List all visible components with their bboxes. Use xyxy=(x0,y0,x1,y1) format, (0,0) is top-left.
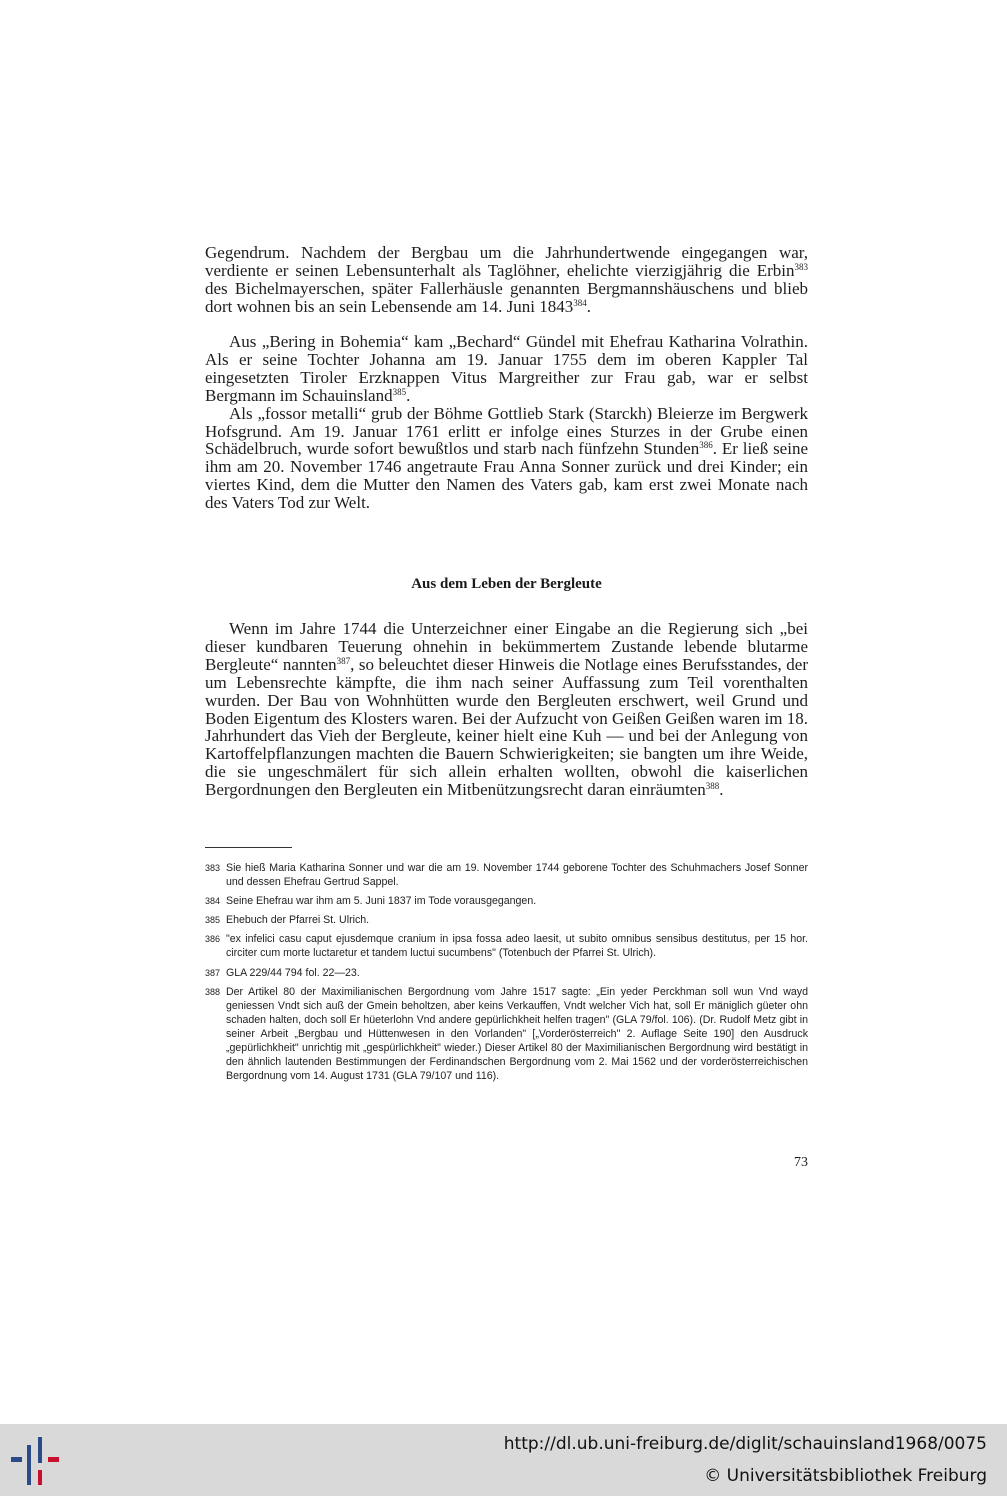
paragraph-text: . xyxy=(719,780,724,800)
footnote-text: Der Artikel 80 der Maximilianischen Bergordnung vom Jahre 1517 sagte: „Ein yeder Perckhman soll wun Vnd wayd geniessen Vndt sich auß der Gmein beholtzen, aber keins Verkauffen, Vndt welcher Vich hat, soll Er mäniglich güeter ohn schaden halten, doch soll Er hüeterlohn Vnd andere gepürlichkheit helfen tragen" (GLA 79/fol. 106). (Dr. Rudolf Metz gibt in seiner Arbeit „Bergbau und Hüttenwesen in den Vorlanden" [„Vorderösterreich" 2. Auflage Seite 190] den Ausdruck „gepürlichkheit" unrichtig mit „gespürlichkheit" wieder.) Dieser Artikel 80 der Maximilianischen Bergordnung wird bestätigt in den ähnlich lautenden Bestimmungen der Ferdinandschen Bergordnung vom 2. Mai 1562 und der vorderösterreichischen Bergordnung vom 14. August 1731 (GLA 79/107 und 116). xyxy=(226,985,808,1083)
footnote-text: Sie hieß Maria Katharina Sonner und war die am 19. November 1744 geborene Tochter des Schuhmachers Josef Sonner und dessen Ehefrau Gertrud Sappel. xyxy=(226,862,808,889)
footnote-number: 387 xyxy=(205,967,221,978)
page-number: 73 xyxy=(794,1155,808,1170)
footnote xyxy=(205,913,808,927)
footnote xyxy=(205,966,808,980)
paragraph-text: , so beleuchtet dieser Hinweis die Notlage eines Berufsstandes, der um Lebensrechte kämpfte, die ihm nach seiner Auffassung zum Teil vorenthalten wurden. Der Bau von Wohnhütten wurde den Bergleuten erschwert, weil Grund und Boden Eigentum des Klosters waren. Bei der Aufzucht von Geißen Geißen waren im 18. Jahrhundert das Vieh der Bergleute, keiner hielt eine Kuh — und bei der Anlegung von Kartoffelpflanzungen machten die Bauern Schwierigkeiten; sie bangten um ihre Weide, die sie ungeschmälert für sich allein erhalten wollten, obwohl die kaiserlichen Bergordnungen den Bergleuten ein Mitbenützungsrecht daran einräumten xyxy=(205,654,808,800)
footnote-number: 383 xyxy=(205,863,221,873)
paragraph-text: Wenn im Jahre 1744 die Unterzeichner einer Eingabe an die Regierung sich „bei dieser kundbaren Teuerung ohnehin in bekümmertem Zustande lebende blutarme Bergleute“ nannten xyxy=(205,619,808,674)
footnote-divider xyxy=(205,847,292,848)
footnote xyxy=(205,894,808,908)
library-logo-icon xyxy=(10,1436,64,1486)
footer-bar xyxy=(0,1424,1007,1496)
footnote-text: "ex infelici casu caput ejusdemque cranium in ipsa fossa adeo laesit, ut subito omnibus sensibus destitutus, per 15 hor. circiter cum morte luctaretur et tandem luctui sucumbens" (Totenbuch der Pfarrei St. Ulrich). xyxy=(226,933,808,960)
text-block-section xyxy=(205,620,808,799)
footnote-number: 385 xyxy=(205,915,221,926)
footer-url-link[interactable]: http://dl.ub.uni-freiburg.de/diglit/schauinsland1968/0075 xyxy=(503,1434,987,1454)
paragraph-text: . xyxy=(406,385,411,405)
paragraph-text: . Er ließ seine ihm am 20. November 1746 angetraute Frau Anna Sonner zurück und drei Kinder; ein viertes Kind, dem die Mutter den Namen des Vaters gab, kam erst zwei Monate nach des Vaters Tod zur Welt. xyxy=(205,439,808,513)
paragraph xyxy=(205,333,808,405)
footnote-ref: 387 xyxy=(336,655,351,666)
paragraph-text: des Bichelmayerschen, später Fallerhäusle genannten Bergmannshäuschens und blieb dort wohnen bis an sein Lebensende am 14. Juni 1843 xyxy=(205,278,808,316)
footnote-number: 388 xyxy=(205,986,221,997)
paragraph-text: Als „fossor metalli“ grub der Böhme Gottlieb Stark (Starckh) Bleierze im Bergwerk Hofsgrund. Am 19. Januar 1761 erlitt er infolge eines Sturzes in der Grube einen Schädelbruch, wurde sofort bewußtlos und starb nach fünfzehn Stunden xyxy=(205,403,808,459)
footnote xyxy=(205,985,808,1084)
paragraph xyxy=(205,244,808,316)
footnote-ref: 385 xyxy=(392,386,407,397)
paragraph-text: . xyxy=(586,296,592,316)
footnote-ref: 388 xyxy=(705,781,720,792)
footnote xyxy=(205,861,808,889)
footer-copyright: © Universitätsbibliothek Freiburg xyxy=(704,1466,987,1486)
footnote-ref: 384 xyxy=(573,297,587,308)
footnotes xyxy=(205,861,808,1088)
footnote-ref: 383 xyxy=(794,261,808,272)
paragraph xyxy=(205,405,808,512)
text-block-top xyxy=(205,244,808,316)
footnote-ref: 386 xyxy=(699,440,713,451)
footnote xyxy=(205,932,808,960)
footnote-text: Seine Ehefrau war ihm am 5. Juni 1837 im Tode vorausgegangen. xyxy=(226,895,537,908)
section-heading: Aus dem Leben der Bergleute xyxy=(411,576,602,592)
footnote-text: GLA 229/44 794 fol. 22—23. xyxy=(226,966,360,979)
footnote-number: 386 xyxy=(205,934,221,945)
footnote-number: 384 xyxy=(205,896,221,907)
text-block-middle xyxy=(205,333,808,512)
paragraph xyxy=(205,620,808,799)
paragraph-text: Aus „Bering in Bohemia“ kam „Bechard“ Gündel mit Ehefrau Katharina Volrathin. Als er seine Tochter Johanna am 19. Januar 1755 dem im oberen Kappler Tal eingesetzten Tiroler Erzknappen Vitus Margreither zur Frau gab, war er selbst Bergmann im Schauinsland xyxy=(205,332,808,405)
paragraph-text: Gegendrum. Nachdem der Bergbau um die Jahrhundertwende eingegangen war, verdiente er seinen Lebensunterhalt als Taglöhner, ehelichte vierzigjährig die Erbin xyxy=(205,243,808,280)
footnote-text: Ehebuch der Pfarrei St. Ulrich. xyxy=(226,914,370,927)
